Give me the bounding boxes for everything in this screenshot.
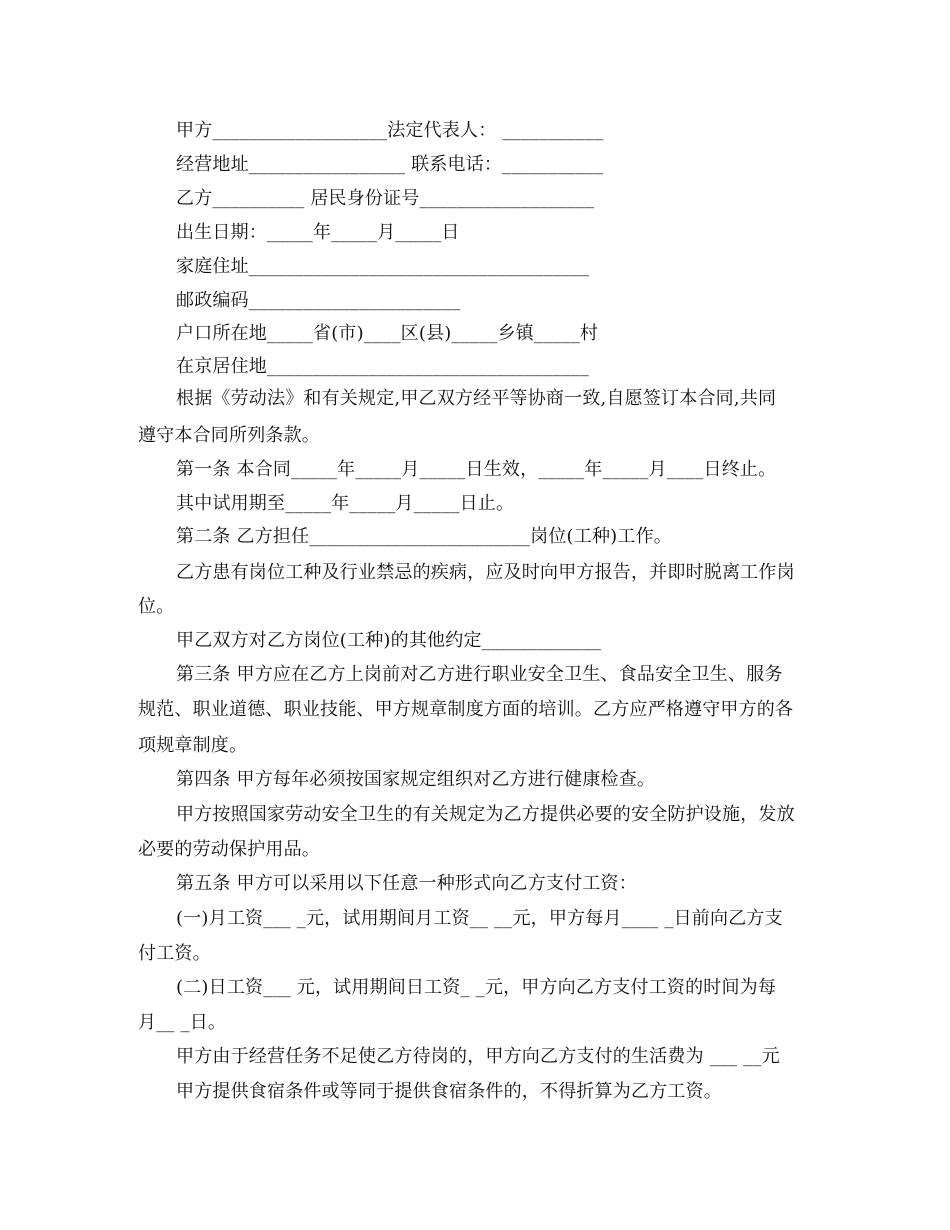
standby-allowance-line: 甲方由于经营任务不足使乙方待岗的，甲方向乙方支付的生活费为 ___ __元 — [176, 1046, 780, 1067]
home-address-line: 家庭住址_____________________________________ — [176, 256, 590, 277]
article-4-line: 第四条 甲方每年必须按国家规定组织对乙方进行健康检查。 — [176, 769, 656, 790]
article-2-note-line-1: 乙方患有岗位工种及行业禁忌的疾病，应及时向甲方报告，并即时脱离工作岗 — [176, 562, 795, 583]
article-4-note-line-1: 甲方按照国家劳动安全卫生的有关规定为乙方提供必要的安全防护设施，发放 — [176, 804, 795, 825]
beijing-residence-line: 在京居住地___________________________________ — [176, 356, 589, 377]
article-2-line: 第二条 乙方担任________________________岗位(工种)工作。 — [176, 526, 672, 547]
party-b-line: 乙方__________ 居民身份证号___________________ — [176, 188, 595, 209]
article-3-line-2: 规范、职业道德、职业技能、甲方规章制度方面的培训。乙方应严格遵守甲方的各 — [138, 699, 794, 720]
article-2-other-line: 甲乙双方对乙方岗位(工种)的其他约定_____________ — [176, 630, 602, 651]
article-1-line-2: 其中试用期至_____年_____月_____日止。 — [176, 493, 515, 514]
household-register-line: 户口所在地_____省(市)____区(县)_____乡镇_____村 — [176, 323, 599, 344]
article-3-line-3: 项规章制度。 — [138, 735, 248, 756]
daily-wage-line-2: 月__ _日。 — [138, 1012, 227, 1033]
birth-date-line: 出生日期：_____年_____月_____日 — [176, 222, 460, 243]
monthly-wage-line-1: (一)月工资___ _元，试用期间月工资__ __元，甲方每月____ _日前向乙方支 — [176, 908, 783, 929]
business-address-line: 经营地址_________________ 联系电话：___________ — [176, 154, 604, 175]
article-4-note-line-2: 必要的劳动保护用品。 — [138, 839, 320, 860]
board-lodging-line: 甲方提供食宿条件或等同于提供食宿条件的，不得折算为乙方工资。 — [176, 1081, 722, 1102]
preamble-line-1: 根据《劳动法》和有关规定,甲乙双方经平等协商一致,自愿签订本合同,共同 — [176, 388, 777, 409]
article-2-note-line-2: 位。 — [138, 596, 175, 617]
postal-code-line: 邮政编码_______________________ — [176, 290, 461, 311]
monthly-wage-line-2: 付工资。 — [138, 943, 211, 964]
article-3-line-1: 第三条 甲方应在乙方上岗前对乙方进行职业安全卫生、食品安全卫生、服务 — [176, 664, 783, 685]
preamble-line-2: 遵守本合同所列条款。 — [138, 425, 320, 446]
party-a-line: 甲方___________________法定代表人： ___________ — [176, 120, 604, 141]
article-5-line: 第五条 甲方可以采用以下任意一种形式向乙方支付工资： — [176, 873, 637, 894]
article-1-line-1: 第一条 本合同_____年_____月_____日生效，_____年_____月____日终止。 — [176, 459, 777, 480]
daily-wage-line-1: (二)日工资___ 元，试用期间日工资_ _元，甲方向乙方支付工资的时间为每 — [176, 977, 777, 998]
